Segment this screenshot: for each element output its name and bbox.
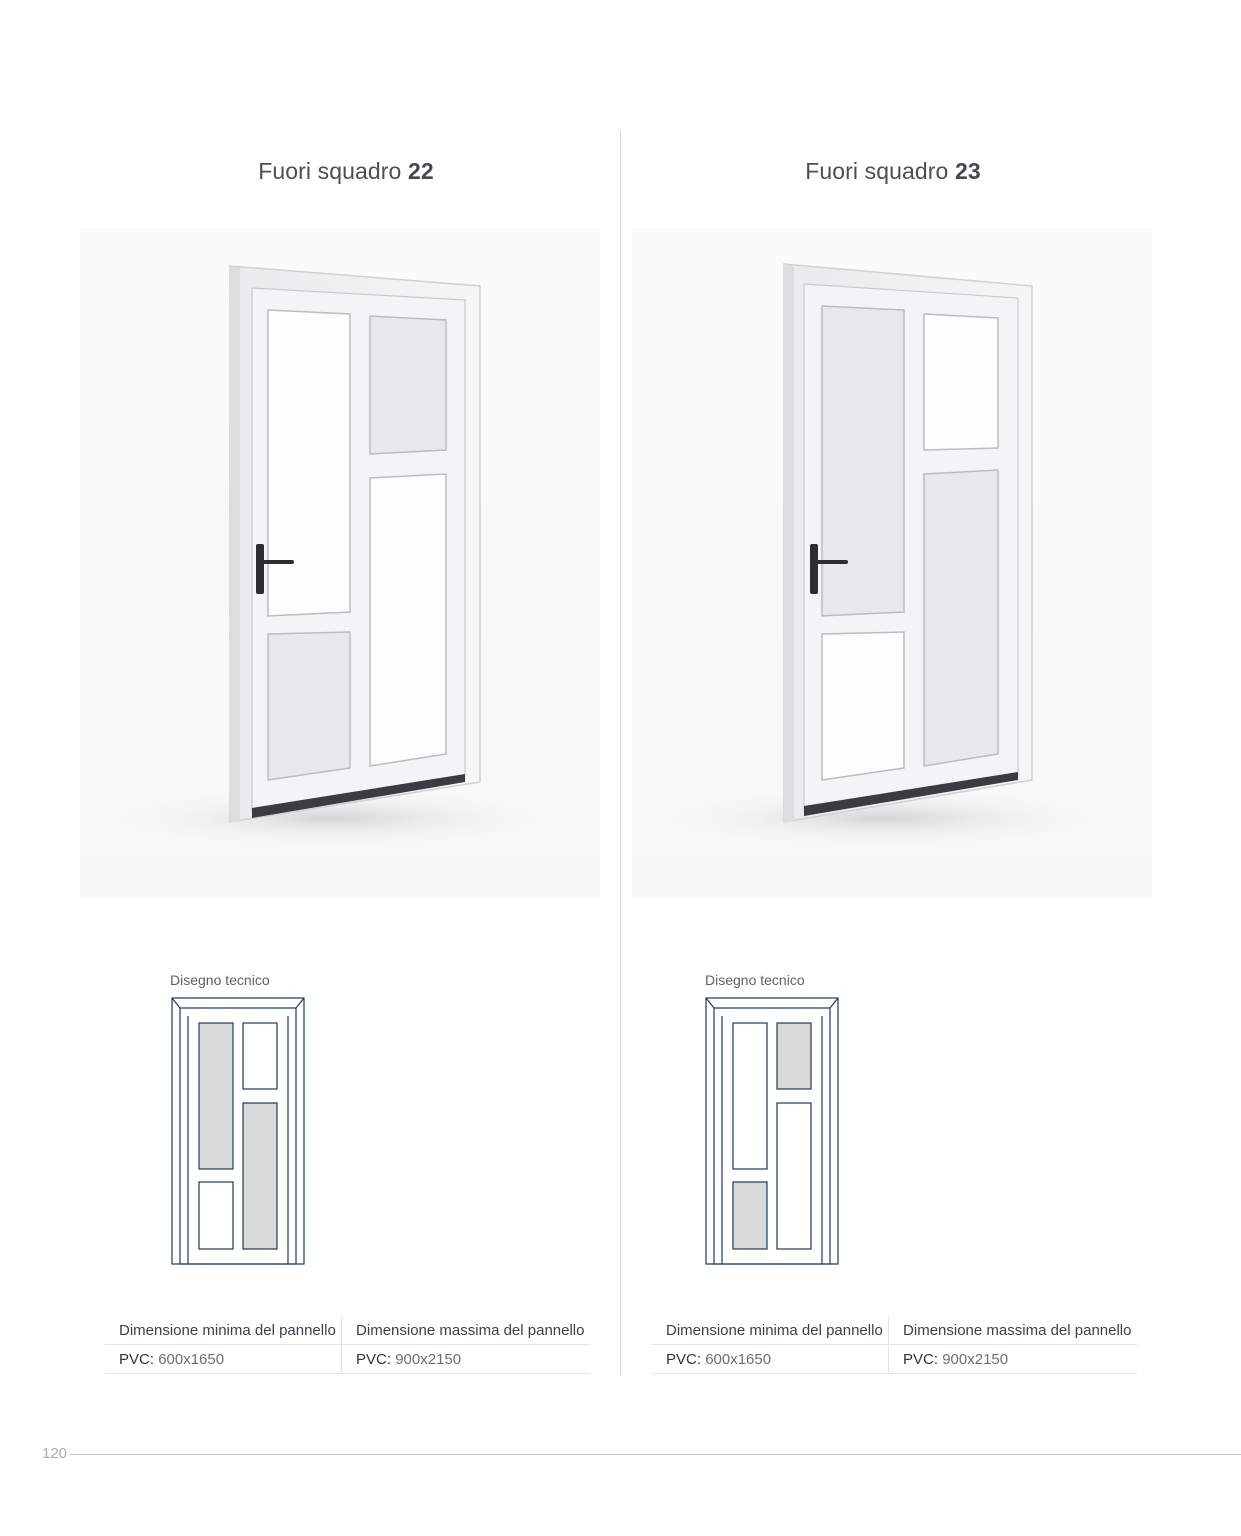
dimension-value: 900x2150 [395,1350,462,1368]
spec-table-23 [652,1316,1137,1374]
header-max: Dimensione massima del pannello [889,1316,1137,1345]
spec-table-header [652,1316,1137,1345]
spec-table-header [105,1316,590,1345]
cell-max [342,1345,590,1374]
spec-table-row [105,1345,590,1374]
door-photo-22 [80,228,600,898]
product-title-22 [136,158,556,185]
header-min: Dimensione minima del pannello [105,1316,342,1345]
title-prefix: Fuori squadro [805,158,949,184]
dimension-value: 600x1650 [705,1350,772,1368]
door-illustration-22 [80,228,600,898]
material-key: PVC: [666,1350,702,1368]
column-divider [620,131,621,1376]
material-key: PVC: [903,1350,939,1368]
tech-drawing-23 [704,996,842,1268]
spec-table-row [652,1345,1137,1374]
material-key: PVC: [356,1350,392,1368]
title-number: 23 [954,158,981,184]
tech-drawing-22 [170,996,308,1268]
page-number: 120 [42,1445,68,1462]
product-title-23 [683,158,1103,185]
cell-max [889,1345,1137,1374]
cell-min [105,1345,342,1374]
spec-table-22 [105,1316,590,1374]
door-photo-23 [632,228,1152,898]
cell-min [652,1345,889,1374]
title-number: 22 [407,158,434,184]
tech-drawing-label-23: Disegno tecnico [705,972,805,988]
footer-rule [70,1454,1241,1455]
header-min: Dimensione minima del pannello [652,1316,889,1345]
tech-drawing-label-22: Disegno tecnico [170,972,270,988]
title-prefix: Fuori squadro [258,158,402,184]
material-key: PVC: [119,1350,155,1368]
door-illustration-23 [632,228,1152,898]
header-max: Dimensione massima del pannello [342,1316,590,1345]
dimension-value: 900x2150 [942,1350,1009,1368]
dimension-value: 600x1650 [158,1350,225,1368]
